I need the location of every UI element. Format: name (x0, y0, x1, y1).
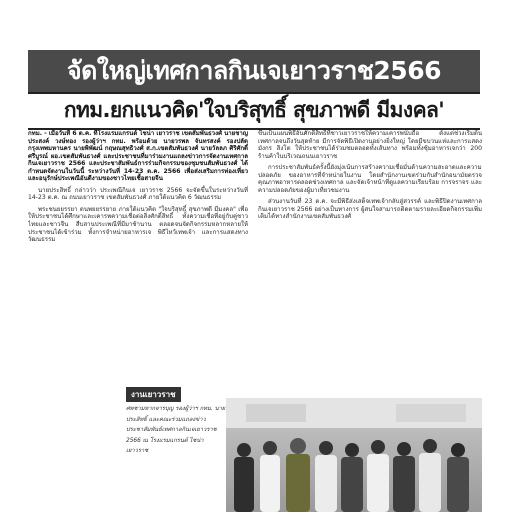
article-paragraph: พระชนยยรรยา ดนพยยรรยาย ภายใต้แนวคิด "ใจบริสุทธิ์ สุขภาพดี มีมงคล" เพื่อให้ประชาชนได้ศึกษาและเคารพความเชื่อต่อสิ่งศักดิ์สิทธิ์ ทั้งความเชื่อที่อยู่กับคู่ชาวไทยและชาวจีน สืบสานประเพณีที่มีมาช้านาน ตลอดจนจัดกิจกรรมหลากหลายให้ประชาชนได้เข้าร่วม ทั้งการจำหน่ายอาหารเจ พิธีไหว้เทพเจ้า และการแสดงทางวัฒนธรรม (28, 205, 248, 244)
article-paragraph: การประชาสัมพันธ์ครั้งนี้ยังมุ่งเน้นการสร้างความเชื่อมั่นด้านความสะอาดและความปลอดภัย ของอาหารที่จำหน่ายในงาน โดยสำนักงานเขตร่วมกับสำนักอนามัยตรวจคุณภาพอาหารตลอดช่วงเทศกาล และจัดเจ้าหน้าที่ดูแลความเรียบร้อย การจราจร และความปลอดภัยของผู้มาเที่ยวชมงาน (258, 164, 482, 194)
article-paragraph: กทม. - เมื่อวันที่ 6 ต.ค. ที่โรงแรมแกรนด์ ไชน่า เยาวราช เขตสัมพันธวงศ์ นายชาญ ประสงค์ วงษ์ทอง รองผู้ว่าฯ กทม. พร้อมด้วย นายวรพล จันทรสงค์ รองปลัดกรุงเทพมหานคร นายพิพัฒน์ กฤษณสุทธิวงศ์ ส.ก.เขตสัมพันธวงศ์ นายวัลลภ ศิริศักดิ์ศรีบูรณ์ ผอ.เขตสัมพันธวงศ์ และประชาชนที่มาร่วมงานแถลงข่าวการจัดงานเทศกาลกินเจเยาวราช 2566 และประชาสัมพันธ์การร่วมกิจกรรมของชุมชนสัมพันธวงศ์ ได้กำหนดจัดงานในวันนี้ ระหว่างวันที่ 14-23 ต.ค. 2566 เพื่อส่งเสริมการท่องเที่ยวและอนุรักษ์ประเพณีอันดีงามของชาวไทยเชื้อสายจีน (28, 130, 248, 183)
article-paragraph: นายประสิทธิ์ กล่าวว่า ประเพณีกินเจ เยาวราช 2566 จะจัดขึ้นในระหว่างวันที่ 14-23 ต.ค. ณ ถนนเยาวราช เขตสัมพันธวงศ์ ภายใต้แนวคิด 6 วัฒนธรรม (28, 186, 248, 202)
subheadline: กทม.ยกแนวคิด'ใจบริสุทธิ์ สุขภาพดี มีมงคล' (28, 92, 480, 130)
article-paragraph: ขึ้นเป็นแผนพิธีอันศักดิ์สิทธิ์ที่ชาวเยาวราชให้ความเคารพนับถือ ตั้งแต่ช่วงเริ่มต้นเทศกาลจนถึงวันสุดท้าย มีการจัดพิธีเปิดงานอย่างยิ่งใหญ่ โดยมีขบวนแห่และการแสดงมังกร สิงโต ให้ประชาชนได้ร่วมชมตลอดทั้งเส้นทาง พร้อมทั้งซุ้มอาหารเจกว่า 200 ร้านค้าในบริเวณถนนเยาวราช (258, 130, 482, 160)
caption-title: งานเยาวราช (126, 387, 181, 402)
group-photo-icon (226, 398, 482, 512)
caption-text: ศพชามหากจารบุญ รองผู้ว่าฯ กทม. นายประสิทธิ์ และคณะร่วมแถลงข่าวประชาสัมพันธ์เทศกาลกินเจเยาวราช 2566 ณ โรงแรมแกรนด์ ไชน่า เยาวราช (126, 406, 226, 454)
headline: จัดใหญ่เทศกาลกินเจเยาวราช2566 (28, 50, 480, 92)
article-paragraph: ส่วนงานวันที่ 23 ต.ค. จะมีพิธีส่งเสด็จเทพเจ้ากลับสู่สวรรค์ และพิธีปิดงานเทศกาลกินเจเยาวราช 2566 อย่างเป็นทางการ ผู้สนใจสามารถติดตามรายละเอียดกิจกรรมเพิ่มเติมได้ทางสำนักงานเขตสัมพันธวงศ์ (258, 198, 482, 221)
photo-caption (126, 382, 226, 512)
article-column-left (28, 130, 248, 380)
news-photo (226, 398, 482, 512)
article-column-right (258, 130, 482, 392)
